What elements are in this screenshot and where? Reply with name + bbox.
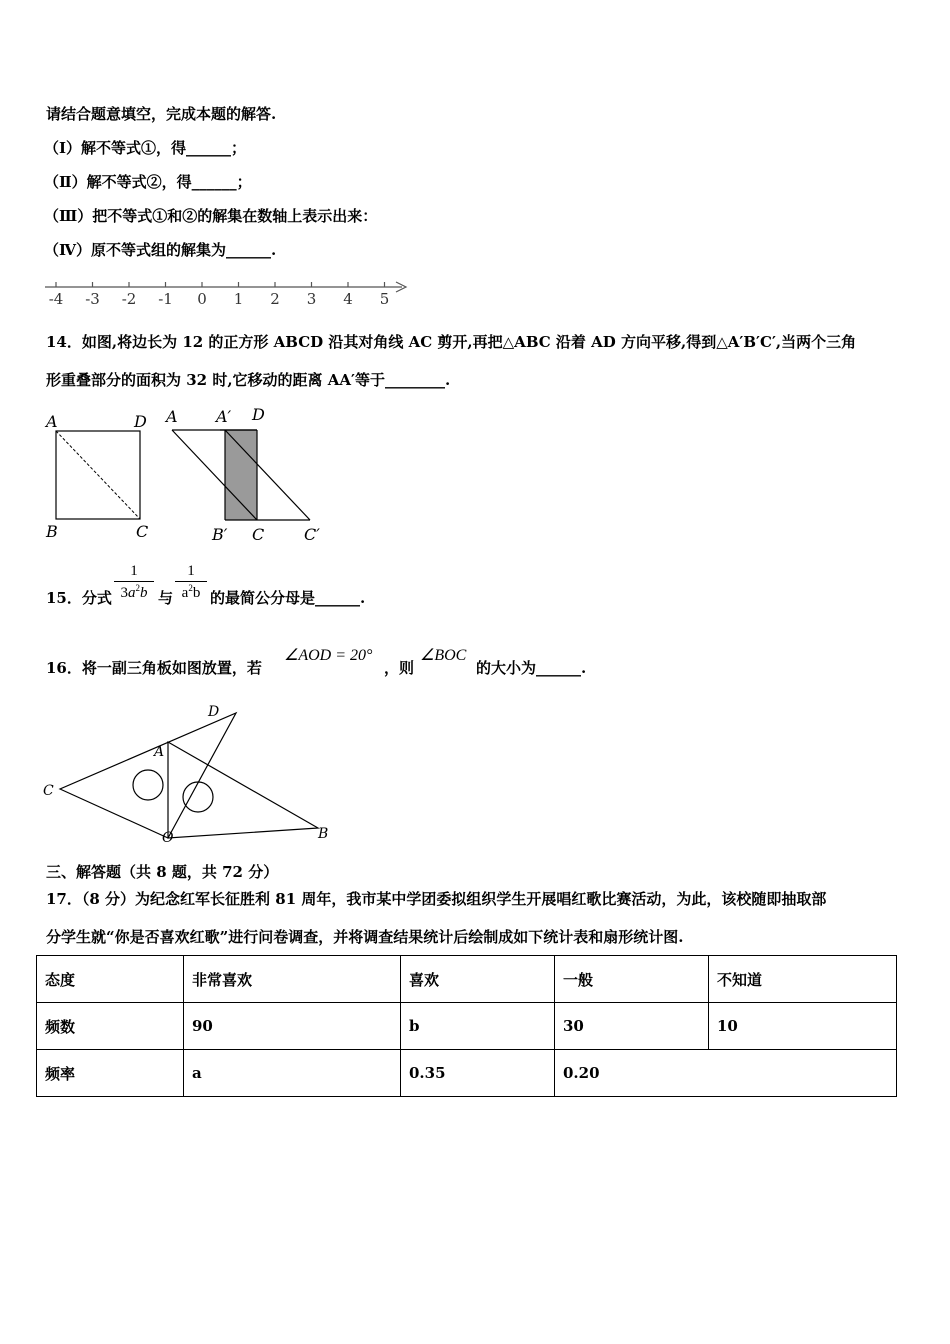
step-1: （Ⅰ）解不等式①，得______； <box>44 139 247 157</box>
fig2-label-c: C <box>252 525 265 544</box>
number-line-tick-label: -3 <box>85 290 100 308</box>
fig2-label-b-prime: B′ <box>212 525 228 544</box>
fig1-label-d: D <box>134 412 147 431</box>
number-line-tick-label: 2 <box>270 290 280 308</box>
table-cell: 频数 <box>37 1003 184 1050</box>
q16-triangle-figure <box>38 700 338 850</box>
frac1-denominator: $3a^2b$ <box>120 583 148 601</box>
fig3-label-a: A <box>154 744 165 760</box>
table-cell: 10 <box>709 1003 897 1050</box>
q15-fraction-2 <box>175 563 207 602</box>
section-3-heading: 三、解答题（共 8 题，共 72 分） <box>46 863 279 881</box>
number-line-tick-label: -2 <box>121 290 137 308</box>
fig2-label-a-prime: A′ <box>216 407 232 426</box>
table-cell: 态度 <box>37 956 184 1003</box>
table-row <box>37 1003 897 1050</box>
fig3-label-d: D <box>208 704 220 720</box>
table-cell: 频率 <box>37 1050 184 1097</box>
q15-suffix: 的最简公分母是______. <box>210 589 366 607</box>
table-cell: a <box>184 1050 401 1097</box>
table-cell: 一般 <box>555 956 709 1003</box>
q17-line1: 17．（8 分）为纪念红军长征胜利 81 周年，我市某中学团委拟组织学生开展唱红歌比赛活动，为此，该校随即抽取部 <box>46 890 827 908</box>
q15-middle: 与 <box>158 589 174 607</box>
table-cell: 30 <box>555 1003 709 1050</box>
frac2-numerator: 1 <box>187 563 195 579</box>
q16-prefix: 16．将一副三角板如图放置，若 <box>46 659 262 677</box>
table-row <box>37 956 897 1003</box>
q14-figure-square <box>40 405 170 545</box>
number-line-tick-label: -4 <box>48 290 64 308</box>
survey-table <box>36 955 897 1097</box>
table-cell: 0.20 <box>555 1050 897 1097</box>
frac2-denominator: $a^2b$ <box>181 583 201 601</box>
frac1-numerator: 1 <box>130 563 138 579</box>
fig3-label-c: C <box>43 783 54 799</box>
step-2: （Ⅱ）解不等式②，得______； <box>44 173 252 191</box>
number-line <box>40 270 420 310</box>
q16-angle-boc: ∠BOC <box>420 647 467 664</box>
fig1-label-c: C <box>136 522 149 541</box>
intro-text: 请结合题意填空，完成本题的解答. <box>46 105 277 123</box>
table-cell: b <box>401 1003 555 1050</box>
number-line-tick-label: 1 <box>233 290 244 308</box>
table-cell: 0.35 <box>401 1050 555 1097</box>
fig2-label-a: A <box>166 407 178 426</box>
number-line-tick-label: 4 <box>343 290 353 308</box>
q16-suffix: 的大小为______. <box>476 659 587 677</box>
q15-prefix: 15．分式 <box>46 589 112 607</box>
fig3-label-b: B <box>318 826 329 842</box>
number-line-tick-label: 3 <box>306 290 317 308</box>
fig1-label-b: B <box>46 522 58 541</box>
q14-line2: 形重叠部分的面积为 32 时,它移动的距离 AA′等于________. <box>46 371 451 389</box>
number-line-tick-label: 5 <box>379 290 390 308</box>
table-cell: 喜欢 <box>401 956 555 1003</box>
fig2-label-d: D <box>252 405 265 424</box>
step-4: （Ⅳ）原不等式组的解集为______. <box>44 241 277 259</box>
fig1-label-a: A <box>46 412 58 431</box>
table-row <box>37 1050 897 1097</box>
q14-figure-translated <box>160 400 340 550</box>
step-3: （Ⅲ）把不等式①和②的解集在数轴上表示出来： <box>44 207 378 225</box>
fig2-label-c-prime: C′ <box>304 525 320 544</box>
table-cell: 非常喜欢 <box>184 956 401 1003</box>
number-line-tick-label: 0 <box>197 290 207 308</box>
q16-angle-aod: ∠AOD = 20° <box>284 647 373 664</box>
q17-line2: 分学生就“你是否喜欢红歌”进行问卷调查，并将调查结果统计后绘制成如下统计表和扇形统计图. <box>46 928 684 946</box>
table-cell: 90 <box>184 1003 401 1050</box>
q15-fraction-1 <box>114 563 154 602</box>
q16-middle: ，则 <box>384 659 415 677</box>
number-line-tick-label: -1 <box>158 290 173 308</box>
q14-line1: 14．如图,将边长为 12 的正方形 ABCD 沿其对角线 AC 剪开,再把△ABC 沿着 AD 方向平移,得到△A′B′C′,当两个三角 <box>46 333 857 351</box>
table-cell: 不知道 <box>709 956 897 1003</box>
fig3-label-o: O <box>162 830 174 846</box>
